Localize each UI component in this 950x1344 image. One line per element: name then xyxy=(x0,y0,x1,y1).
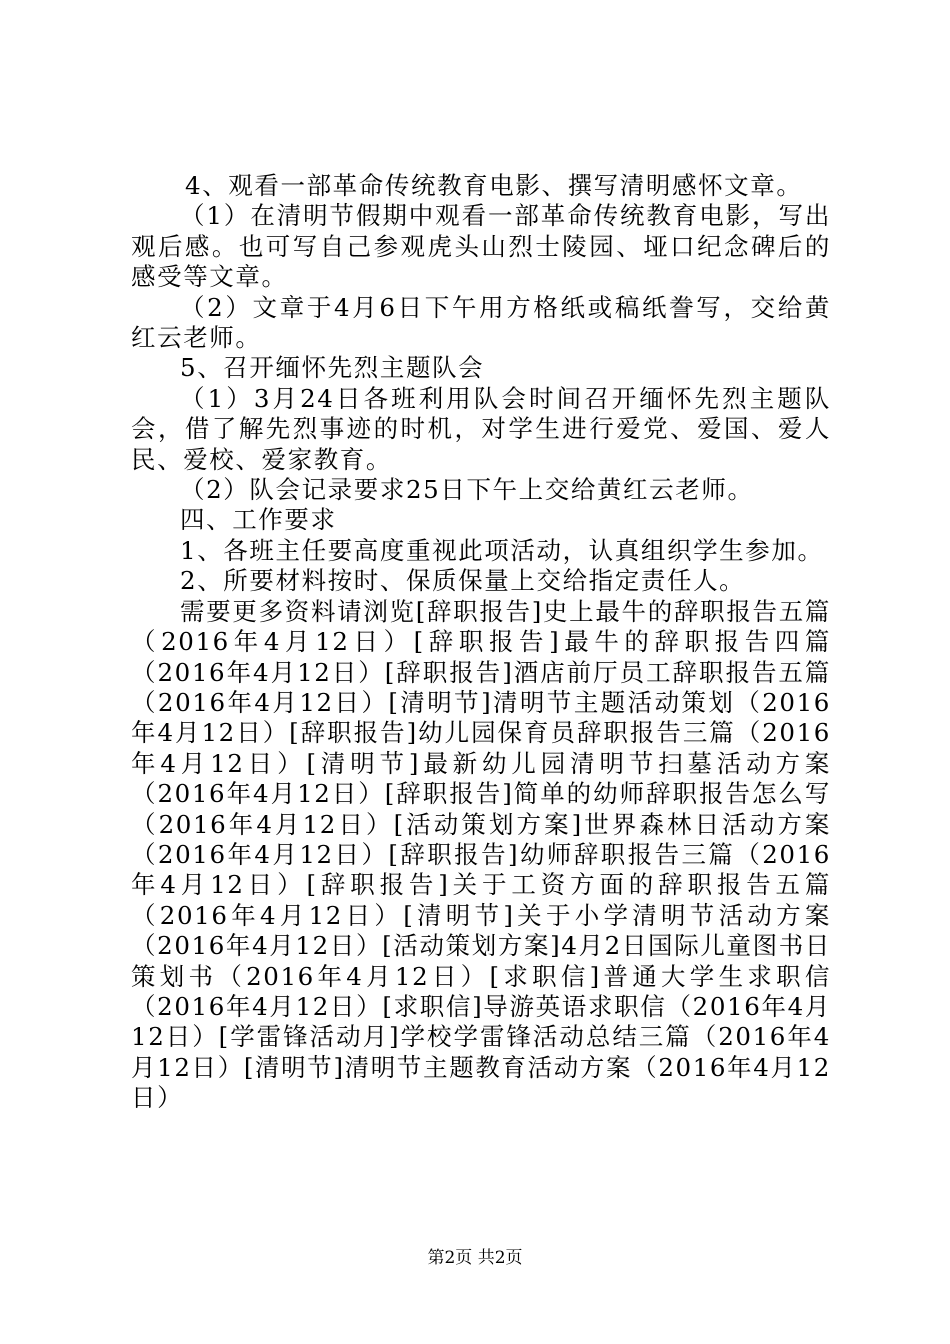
paragraph-watch-film: 4、观看一部革命传统教育电影、撰写清明感怀文章。 xyxy=(185,171,803,200)
paragraph-meeting-record: （2）队会记录要求25日下午上交给黄红云老师。 xyxy=(180,475,754,505)
paragraph-article-submit: （2）文章于4月6日下午用方格纸或稿纸誊写，交给黄红云老师。 xyxy=(131,292,831,353)
paragraph-team-meeting: 5、召开缅怀先烈主题队会 xyxy=(180,353,485,383)
paragraph-film-detail: （1）在清明节假期中观看一部革命传统教育电影，写出观后感。也可写自己参观虎头山烈士陵园、垭口纪念碑后的感受等文章。 xyxy=(131,201,831,292)
paragraph-meeting-detail: （1）3月24日各班利用队会时间召开缅怀先烈主题队会，借了解先烈事迹的时机，对学生进行爱党、爱国、爱人民、爱校、爱家教育。 xyxy=(131,383,831,474)
section-heading-requirements: 四、工作要求 xyxy=(180,505,337,535)
paragraph-requirement-1: 1、各班主任要高度重视此项活动，认真组织学生参加。 xyxy=(180,535,824,565)
document-body xyxy=(131,171,831,1114)
paragraph-more-resources: 需要更多资料请浏览[辞职报告]史上最牛的辞职报告五篇（2016年4月12日）[辞职报告]最牛的辞职报告四篇（2016年4月12日）[辞职报告]酒店前厅员工辞职报告五篇（2016年4月12日）[清明节]清明节主题活动策划（2016年4月12日）[辞职报告]幼儿园保育员辞职报告三篇（2016年4月12日）[清明节]最新幼儿园清明节扫墓活动方案（2016年4月12日）[辞职报告]简单的幼师辞职报告怎么写（2016年4月12日）[活动策划方案]世界森林日活动方案（2016年4月12日）[辞职报告]幼师辞职报告三篇（2016年4月12日）[辞职报告]关于工资方面的辞职报告五篇（2016年4月12日）[清明节]关于小学清明节活动方案（2016年4月12日）[活动策划方案]4月2日国际儿童图书日策划书（2016年4月12日）[求职信]普通大学生求职信（2016年4月12日）[求职信]导游英语求职信（2016年4月12日）[学雷锋活动月]学校学雷锋活动总结三篇（2016年4月12日）[清明节]清明节主题教育活动方案（2016年4月12日） xyxy=(131,596,831,1113)
paragraph-requirement-2: 2、所要材料按时、保质保量上交给指定责任人。 xyxy=(180,566,746,596)
page-footer: 第2页 共2页 xyxy=(427,1248,523,1268)
